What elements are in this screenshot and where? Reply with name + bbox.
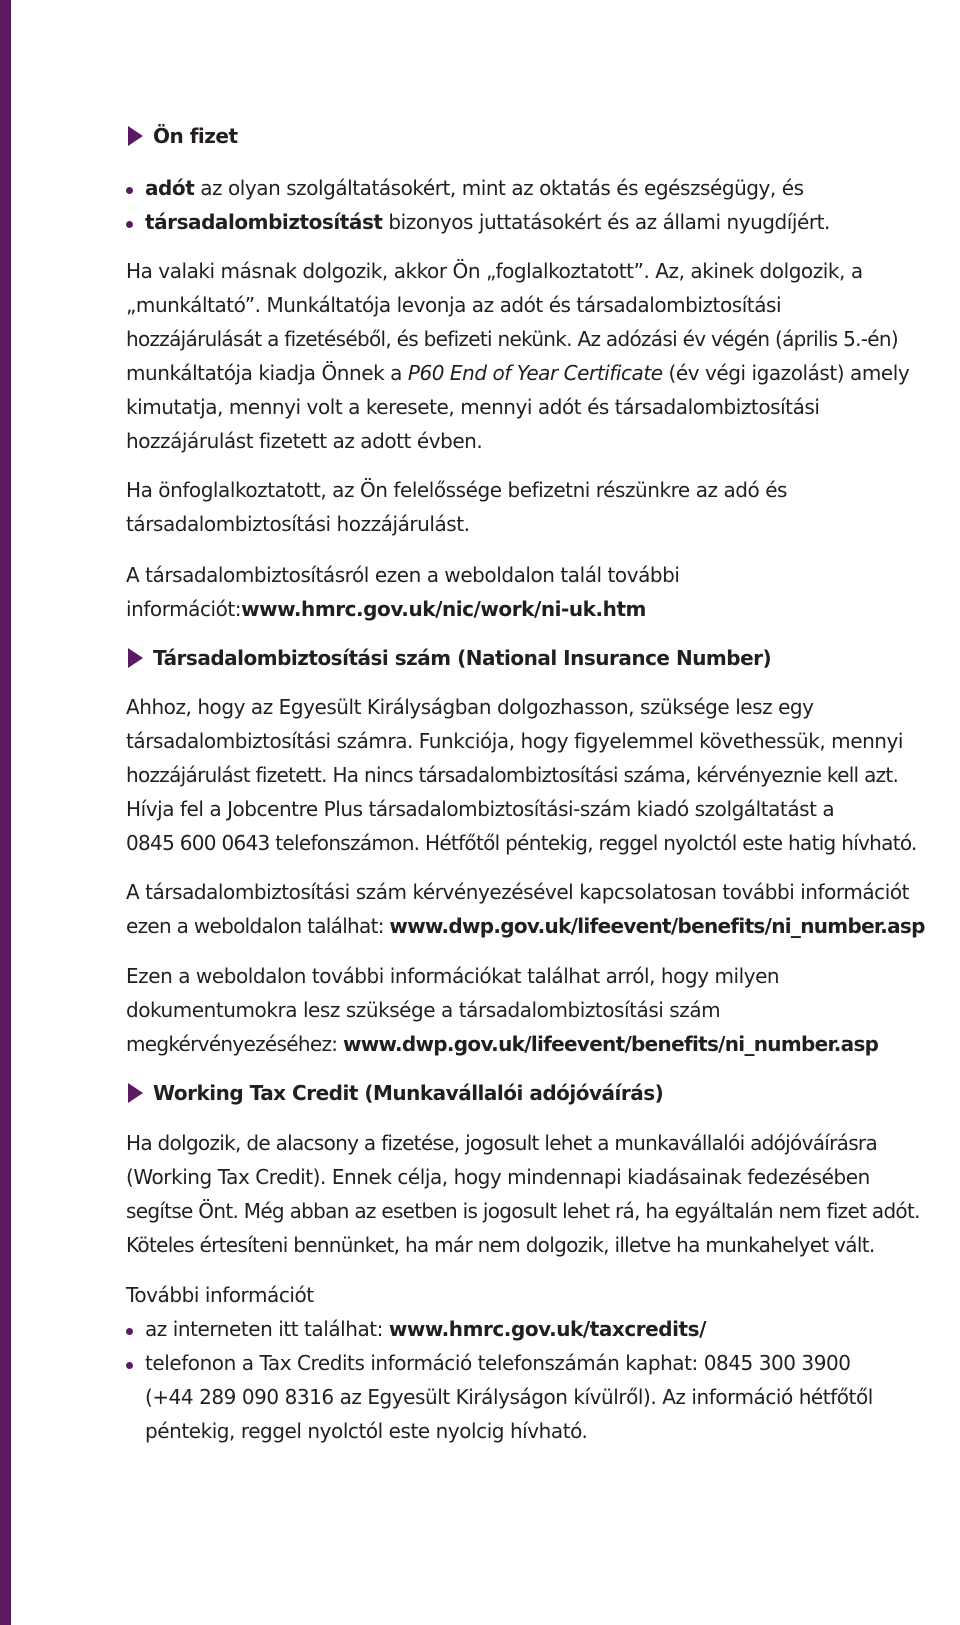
list-item-continuation: péntekig, reggel nyolctól este nyolcig hívható. — [145, 1419, 588, 1443]
certificate-name: P60 End of Year Certificate — [407, 361, 663, 385]
paragraph-line — [126, 914, 925, 938]
paragraph-line: hozzájárulást fizetett. Ha nincs társadalombiztosítási száma, kérvényeznie kell azt. — [126, 763, 899, 787]
text-span: információt: — [126, 597, 242, 621]
text-span: megkérvényezéséhez: — [126, 1032, 343, 1056]
heading-text: Working Tax Credit (Munkavállalói adójóváírás) — [153, 1081, 664, 1105]
paragraph-line: társadalombiztosítási hozzájárulást. — [126, 512, 470, 536]
triangle-right-icon — [128, 648, 143, 668]
url-link[interactable]: www.hmrc.gov.uk/taxcredits/ — [388, 1317, 706, 1341]
paragraph-line: A társadalombiztosításról ezen a weboldalon talál további — [126, 563, 680, 587]
paragraph-line: Ha valaki másnak dolgozik, akkor Ön „foglalkoztatott”. Az, akinek dolgozik, a — [126, 259, 863, 283]
paragraph-line: Ha önfoglalkoztatott, az Ön felelőssége befizetni részünkre az adó és — [126, 478, 788, 502]
paragraph-line — [126, 1032, 878, 1056]
list-item — [145, 1317, 706, 1341]
section-heading-working-tax-credit — [128, 1081, 663, 1105]
text-span: ezen a weboldalon találhat: — [126, 914, 390, 938]
url-link[interactable]: www.hmrc.gov.uk/nic/work/ni-uk.htm — [241, 597, 646, 621]
text-span: munkáltatója kiadja Önnek a — [126, 361, 408, 385]
list-item — [145, 210, 830, 234]
paragraph-line: Köteles értesíteni bennünket, ha már nem dolgozik, illetve ha munkahelyet vált. — [126, 1233, 875, 1257]
paragraph-line: 0845 600 0643 telefonszámon. Hétfőtől péntekig, reggel nyolctól este hatig hívható. — [126, 831, 917, 855]
bullet-dot-icon — [126, 187, 133, 194]
paragraph-line — [126, 361, 909, 385]
heading-text: Társadalombiztosítási szám (National Insurance Number) — [153, 646, 772, 670]
section-heading-ni-number — [128, 646, 771, 670]
bold-term: adót — [145, 176, 195, 200]
paragraph-line: „munkáltató”. Munkáltatója levonja az adót és társadalombiztosítási — [126, 293, 782, 317]
bullet-dot-icon — [126, 221, 133, 228]
paragraph-line: segítse Önt. Még abban az esetben is jogosult lehet rá, ha egyáltalán nem fizet adót. — [126, 1199, 920, 1223]
list-item-continuation: (+44 289 090 8316 az Egyesült Királyságon kívülről). Az információ hétfőtől — [145, 1385, 873, 1409]
bullet-dot-icon — [126, 1328, 133, 1335]
triangle-right-icon — [128, 126, 143, 146]
paragraph-line: Ha dolgozik, de alacsony a fizetése, jogosult lehet a munkavállalói adójóváírásra — [126, 1131, 877, 1155]
paragraph-line: társadalombiztosítási számra. Funkciója, hogy figyelemmel követhessük, mennyi — [126, 729, 904, 753]
url-link[interactable]: www.dwp.gov.uk/lifeevent/benefits/ni_number.asp — [389, 914, 925, 938]
paragraph-line: További információt — [126, 1283, 314, 1307]
paragraph-line: kimutatja, mennyi volt a keresete, mennyi adót és társadalombiztosítási — [126, 395, 820, 419]
text-span: (év végi igazolást) amely — [662, 361, 910, 385]
url-link[interactable]: www.dwp.gov.uk/lifeevent/benefits/ni_number.asp — [342, 1032, 879, 1056]
bold-term: társadalombiztosítást — [145, 210, 383, 234]
paragraph-line: dokumentumokra lesz szüksége a társadalombiztosítási szám — [126, 998, 721, 1022]
paragraph-line: Hívja fel a Jobcentre Plus társadalombiztosítási-szám kiadó szolgáltatást a — [126, 797, 835, 821]
paragraph-line: Ahhoz, hogy az Egyesült Királyságban dolgozhasson, szüksége lesz egy — [126, 695, 814, 719]
list-item-text: az interneten itt találhat: — [145, 1317, 389, 1341]
paragraph-line — [126, 597, 646, 621]
list-item: telefonon a Tax Credits információ telefonszámán kaphat: 0845 300 3900 — [145, 1351, 851, 1375]
bullet-dot-icon — [126, 1362, 133, 1369]
paragraph-line: Ezen a weboldalon további információkat találhat arról, hogy milyen — [126, 964, 780, 988]
paragraph-line: A társadalombiztosítási szám kérvényezésével kapcsolatosan további információt — [126, 880, 910, 904]
list-item-text: bizonyos juttatásokért és az állami nyugdíjért. — [382, 210, 830, 234]
list-item-text: az olyan szolgáltatásokért, mint az oktatás és egészségügy, és — [194, 176, 804, 200]
paragraph-line: (Working Tax Credit). Ennek célja, hogy mindennapi kiadásainak fedezésében — [126, 1165, 870, 1189]
list-item — [145, 176, 804, 200]
triangle-right-icon — [128, 1083, 143, 1103]
paragraph-line: hozzájárulását a fizetéséből, és befizeti nekünk. Az adózási év végén (április 5.-én) — [126, 327, 898, 351]
heading-text: Ön fizet — [153, 124, 238, 148]
paragraph-line: hozzájárulást fizetett az adott évben. — [126, 429, 483, 453]
side-accent-bar — [0, 0, 11, 1625]
section-heading-on-fizet — [128, 124, 238, 148]
